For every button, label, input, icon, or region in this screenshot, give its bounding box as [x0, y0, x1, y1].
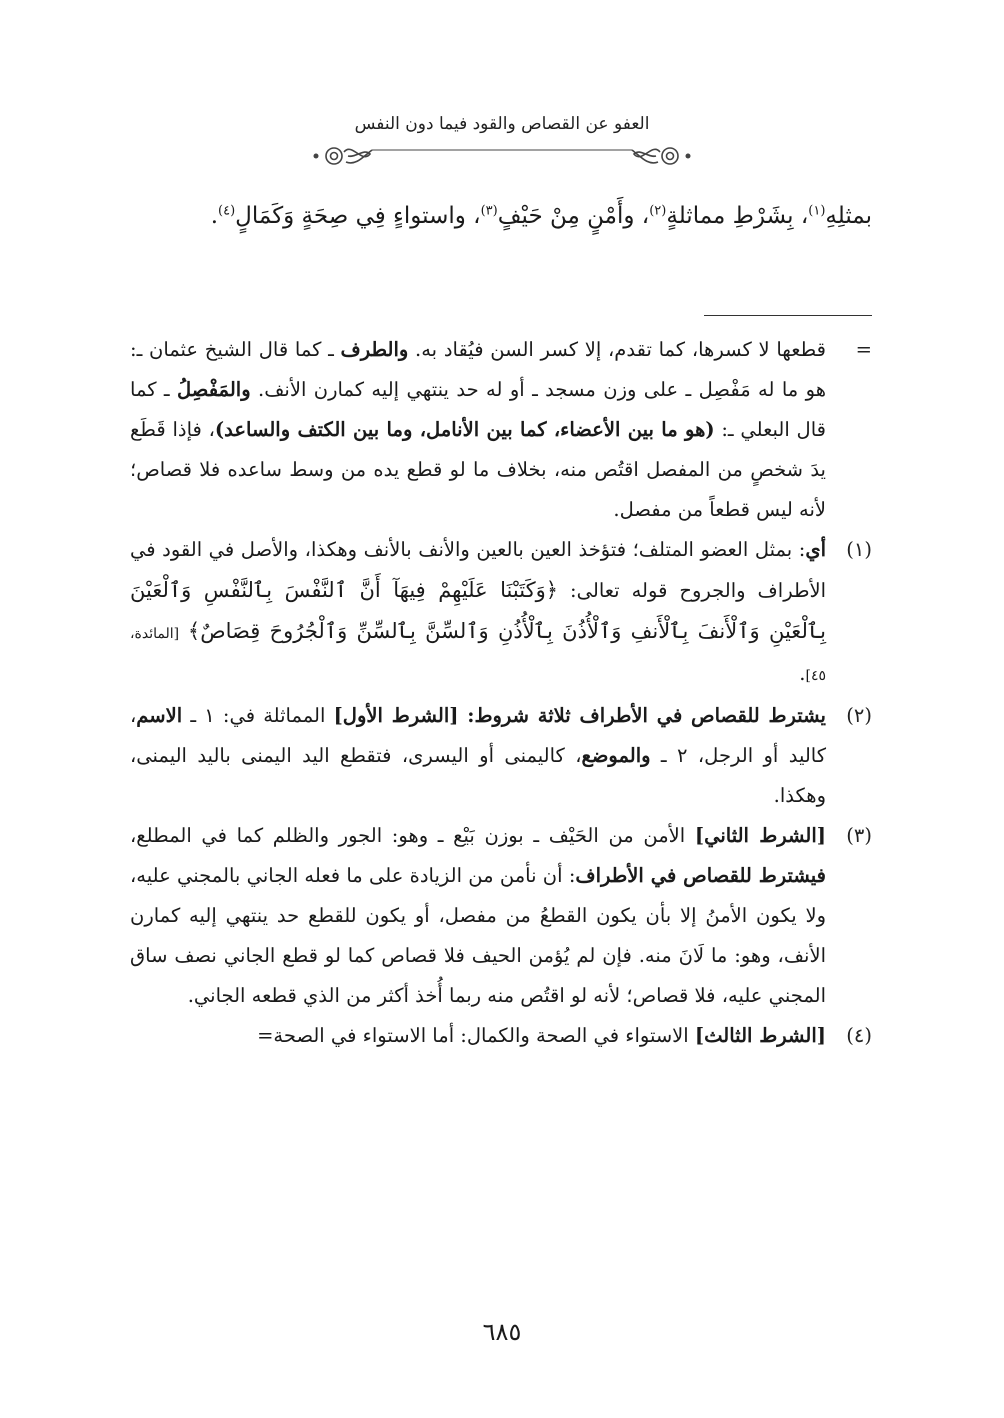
footnote-text [179, 620, 188, 643]
footnote-ref-2[interactable]: (٢) [649, 203, 667, 219]
page-header [300, 108, 704, 170]
footnote-2 [130, 696, 872, 816]
footnote-marker: (٣) [846, 824, 872, 847]
continuation-marker: = [855, 338, 872, 361]
footnote-text: المماثلة في: ١ ـ [182, 704, 334, 727]
footnote-text: ، كاليد أو الرجل، ٢ ـ [130, 704, 826, 767]
quran-verse: ﴿وَكَتَبْنَا عَلَيْهِمْ فِيهَآ أَنَّ ٱلنَّفْسَ بِٱلنَّفْسِ وَٱلْعَيْنَ بِٱلْعَيْنِ وَٱلْأَنفَ بِٱلْأَنفِ وَٱلْأُذُنَ بِٱلْأُذُنِ وَٱلسِّنَّ بِٱلسِّنِّ وَٱلْجُرُوحَ قِصَاصٌ﴾ [130, 578, 826, 643]
footnotes [130, 330, 872, 1056]
footnote-4 [130, 1016, 872, 1056]
condition-heading: [الشرط الثاني] [694, 824, 826, 847]
footnote-text: . [799, 662, 806, 685]
footnote-text: : بمثل العضو المتلف؛ فتؤخذ العين بالعين والأنف بالأنف وهكذا، والأصل في القود في الأطراف والجروح قوله تعالى: [130, 538, 827, 602]
main-text-segment: . [210, 203, 219, 229]
footnote-text: الاستواء في الصحة والكمال: أما الاستواء في الصحة= [257, 1024, 695, 1047]
footnote-ref-1[interactable]: (١) [808, 203, 826, 219]
footnote-body [130, 330, 826, 530]
footnote-body [130, 816, 826, 1016]
footnote-body [130, 696, 826, 816]
footnote-text: ، كاليمنى أو اليسرى، فتقطع اليد اليمنى باليد اليمنى، وهكذا. [130, 744, 826, 807]
footnote-1 [130, 530, 872, 696]
footnote-ref-3[interactable]: (٣) [480, 203, 498, 219]
main-text-segment: ، واستواءٍ فِي صِحَةٍ وَكَمَالٍ [235, 203, 481, 229]
running-title: العفو عن القصاص والقود فيما دون النفس [354, 114, 650, 134]
footnote-ref-4[interactable]: (٤) [218, 203, 236, 219]
footnote-marker: (٢) [846, 704, 872, 727]
footnote-text: ـ كما قال الشيخ عثمان ـ: هو ما له مَفْصِل ـ على وزن مسجد ـ أو له حد ينتهي إليه كمارن الأنف. [130, 338, 826, 401]
condition-heading: [الشرط الثالث] [694, 1024, 826, 1047]
footnote-text: ، فإذا قَطَع يدَ شخصٍ من المفصل اقتُص منه، بخلاف ما لو قطع يده من وسط ساعده فلا قصاص؛ لأنه ليس قطعاً من مفصل. [130, 418, 826, 521]
footnote-text: : أن نأمن من الزيادة على ما فعله الجاني بالمجني عليه، ولا يكون الأمنُ إلا بأن يكون القطعُ من مفصل، أو يكون للقطع حد ينتهي إليه كمارن الأنف، وهو: ما لَانَ منه. فإن لم يُؤمن الحيف فلا قصاص كما لو قطع الجاني نصف ساق المجني عليه، فلا قصاص؛ لأنه لو اقتُص منه ربما أُخذ أكثر من الذي قطعه الجاني. [130, 864, 826, 1007]
footnote-marker: (٤) [846, 1024, 872, 1047]
footnote-term: والمَفْصِلُ [177, 378, 251, 401]
footnote-text: الأمن من الحَيْف ـ بوزن بَيْع ـ وهو: الجور والظلم كما في المطلع، [130, 824, 695, 847]
main-text [130, 194, 872, 238]
main-text-segment: ، بِشَرْطِ مماثلةٍ [666, 203, 809, 229]
main-text-segment: بمثلِهِ [825, 203, 872, 229]
footnote-term: فيشترط للقصاص في الأطراف [575, 864, 826, 887]
footnote-marker: (١) [846, 538, 872, 561]
footnote-term: الاسم [136, 704, 183, 727]
footnote-term: يشترط للقصاص في الأطراف ثلاثة شروط: [458, 704, 826, 727]
footnote-quote: (هو ما بين الأعضاء، كما بين الأنامل، وما بين الكتف والساعد) [214, 418, 715, 441]
footnote-term: أي [805, 538, 826, 561]
footnote-separator [704, 315, 872, 316]
footnote-body [130, 530, 826, 696]
main-text-segment: ، وأَمْنٍ مِنْ حَيْفٍ [497, 203, 650, 229]
page-number: ٦٨٥ [482, 1318, 522, 1346]
footnote-term: والطرف [340, 338, 409, 361]
main-paragraph [130, 194, 872, 238]
footnote-continuation [130, 330, 872, 530]
footnote-text: ـ كما قال البعلي ـ: [130, 378, 826, 441]
footnote-3 [130, 816, 872, 1016]
header-ornament [312, 138, 692, 168]
verse-reference: [المائدة، ٤٥] [130, 626, 826, 684]
footnote-text: قطعها لا كسرها، كما تقدم، إلا كسر السن فيُقاد به. [408, 338, 826, 361]
condition-heading: [الشرط الأول] [333, 704, 459, 727]
footnote-body [130, 1016, 826, 1056]
footnote-term: والموضع [581, 744, 651, 767]
